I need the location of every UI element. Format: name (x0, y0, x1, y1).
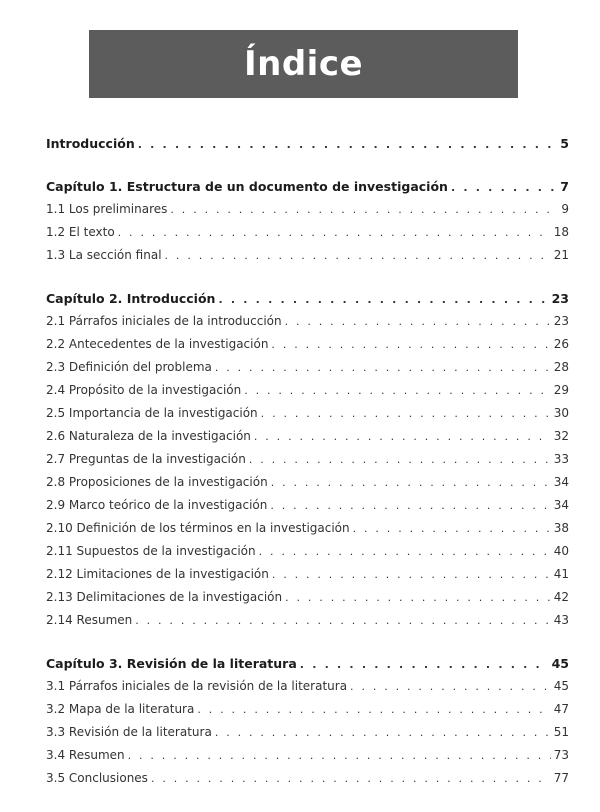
toc-entry-page-number: 18 (553, 225, 569, 239)
toc-chapter-entry[interactable] (46, 287, 569, 310)
dot-leader (451, 176, 557, 199)
toc-entry-page-number: 34 (553, 475, 569, 489)
toc-entry-label: 2.12 Limitaciones de la investigación (46, 567, 269, 581)
toc-entry-page-number: 43 (553, 613, 569, 627)
toc-section-entry[interactable] (46, 698, 569, 721)
dot-leader (128, 744, 551, 767)
toc-entry-label: 1.3 La sección final (46, 248, 162, 262)
toc-section-entry[interactable] (46, 333, 569, 356)
dot-leader (151, 767, 551, 790)
toc-entry-page-number: 21 (553, 248, 569, 262)
toc-entry-label: 2.10 Definición de los términos en la investigación (46, 521, 350, 535)
dot-leader (215, 721, 551, 744)
toc-entry-page-number: 9 (561, 202, 569, 216)
section-gap (46, 632, 569, 652)
dot-leader (215, 356, 551, 379)
toc-entry-label: 2.8 Proposiciones de la investigación (46, 475, 268, 489)
toc-section-entry[interactable] (46, 379, 569, 402)
toc-entry-label: 2.4 Propósito de la investigación (46, 383, 242, 397)
page-title: Índice (243, 44, 364, 84)
toc-entry-page-number: 28 (553, 360, 569, 374)
toc-entry-page-number: 41 (553, 567, 569, 581)
toc-entry-label: 3.1 Párrafos iniciales de la revisión de la literatura (46, 679, 348, 693)
toc-entry-page-number: 7 (560, 179, 569, 194)
toc-section-entry[interactable] (46, 448, 569, 471)
toc-entry-page-number: 23 (551, 291, 569, 306)
dot-leader (165, 244, 551, 267)
toc-entry-page-number: 30 (553, 406, 569, 420)
index-title-banner (89, 30, 518, 98)
dot-leader (285, 586, 551, 609)
toc-entry-label: 2.1 Párrafos iniciales de la introducción (46, 314, 282, 328)
toc-entry-page-number: 40 (553, 544, 569, 558)
dot-leader (244, 379, 550, 402)
toc-section-entry[interactable] (46, 356, 569, 379)
toc-entry-label: 2.13 Delimitaciones de la investigación (46, 590, 283, 604)
toc-section-entry[interactable] (46, 221, 569, 244)
toc-entry-label: 2.7 Preguntas de la investigación (46, 452, 246, 466)
toc-entry-label: 2.11 Supuestos de la investigación (46, 544, 256, 558)
dot-leader (218, 288, 548, 311)
toc-section-entry[interactable] (46, 494, 569, 517)
toc-section-entry[interactable] (46, 609, 569, 632)
toc-entry-page-number: 51 (553, 725, 569, 739)
toc-entry-label: Capítulo 2. Introducción (46, 291, 216, 306)
toc-section-entry[interactable] (46, 198, 569, 221)
toc-entry-page-number: 29 (553, 383, 569, 397)
toc-entry-label: 2.2 Antecedentes de la investigación (46, 337, 269, 351)
dot-leader (135, 609, 550, 632)
toc-entry-label: 3.4 Resumen (46, 748, 125, 762)
toc-section-entry[interactable] (46, 425, 569, 448)
toc-section-entry[interactable] (46, 402, 569, 425)
dot-leader (271, 333, 550, 356)
dot-leader (254, 425, 551, 448)
toc-entry-label: 2.14 Resumen (46, 613, 133, 627)
toc-entry-label: 2.5 Importancia de la investigación (46, 406, 258, 420)
toc-section-entry[interactable] (46, 540, 569, 563)
toc-section-entry[interactable] (46, 310, 569, 333)
toc-section-entry[interactable] (46, 767, 569, 790)
dot-leader (259, 540, 551, 563)
toc-entry-label: 3.3 Revisión de la literatura (46, 725, 212, 739)
toc-section-entry[interactable] (46, 471, 569, 494)
dot-leader (353, 517, 551, 540)
toc-entry-page-number: 45 (551, 656, 569, 671)
toc-entry-label: 3.5 Conclusiones (46, 771, 148, 785)
toc-chapter-entry[interactable] (46, 652, 569, 675)
toc-section-entry[interactable] (46, 721, 569, 744)
toc-entry-page-number: 47 (553, 702, 569, 716)
toc-entry-label: 3.2 Mapa de la literatura (46, 702, 195, 716)
dot-leader (118, 221, 551, 244)
toc-entry-label: 2.6 Naturaleza de la investigación (46, 429, 251, 443)
dot-leader (170, 198, 558, 221)
toc-entry-page-number: 33 (553, 452, 569, 466)
toc-chapter-entry[interactable] (46, 175, 569, 198)
toc-entry-page-number: 38 (553, 521, 569, 535)
toc-section-entry[interactable] (46, 244, 569, 267)
toc-entry-label: 2.3 Definición del problema (46, 360, 212, 374)
toc-section-entry[interactable] (46, 744, 569, 767)
dot-leader (261, 402, 551, 425)
dot-leader (285, 310, 551, 333)
dot-leader (249, 448, 551, 471)
toc-section-entry[interactable] (46, 563, 569, 586)
toc-entry-page-number: 42 (553, 590, 569, 604)
toc-section-entry[interactable] (46, 517, 569, 540)
toc-entry-page-number: 23 (553, 314, 569, 328)
section-gap (46, 267, 569, 287)
toc-entry-page-number: 34 (553, 498, 569, 512)
dot-leader (197, 698, 550, 721)
toc-section-entry[interactable] (46, 586, 569, 609)
dot-leader (138, 133, 558, 156)
toc-entry-label: 1.2 El texto (46, 225, 115, 239)
toc-entry-page-number: 5 (560, 136, 569, 151)
table-of-contents (46, 132, 569, 790)
dot-leader (270, 494, 550, 517)
toc-entry-label: 2.9 Marco teórico de la investigación (46, 498, 268, 512)
toc-entry-label: Capítulo 1. Estructura de un documento de investigación (46, 179, 448, 194)
toc-entry-page-number: 26 (553, 337, 569, 351)
toc-entry-label: Introducción (46, 136, 135, 151)
toc-entry-page-number: 73 (553, 748, 569, 762)
dot-leader (271, 471, 551, 494)
dot-leader (300, 653, 549, 676)
dot-leader (272, 563, 551, 586)
toc-entry-page-number: 45 (553, 679, 569, 693)
toc-entry-label: Capítulo 3. Revisión de la literatura (46, 656, 297, 671)
toc-section-entry[interactable] (46, 675, 569, 698)
section-gap (46, 155, 569, 175)
toc-entry-page-number: 32 (553, 429, 569, 443)
dot-leader (350, 675, 551, 698)
toc-entry-page-number: 77 (553, 771, 569, 785)
toc-entry-label: 1.1 Los preliminares (46, 202, 168, 216)
toc-chapter-entry[interactable] (46, 132, 569, 155)
